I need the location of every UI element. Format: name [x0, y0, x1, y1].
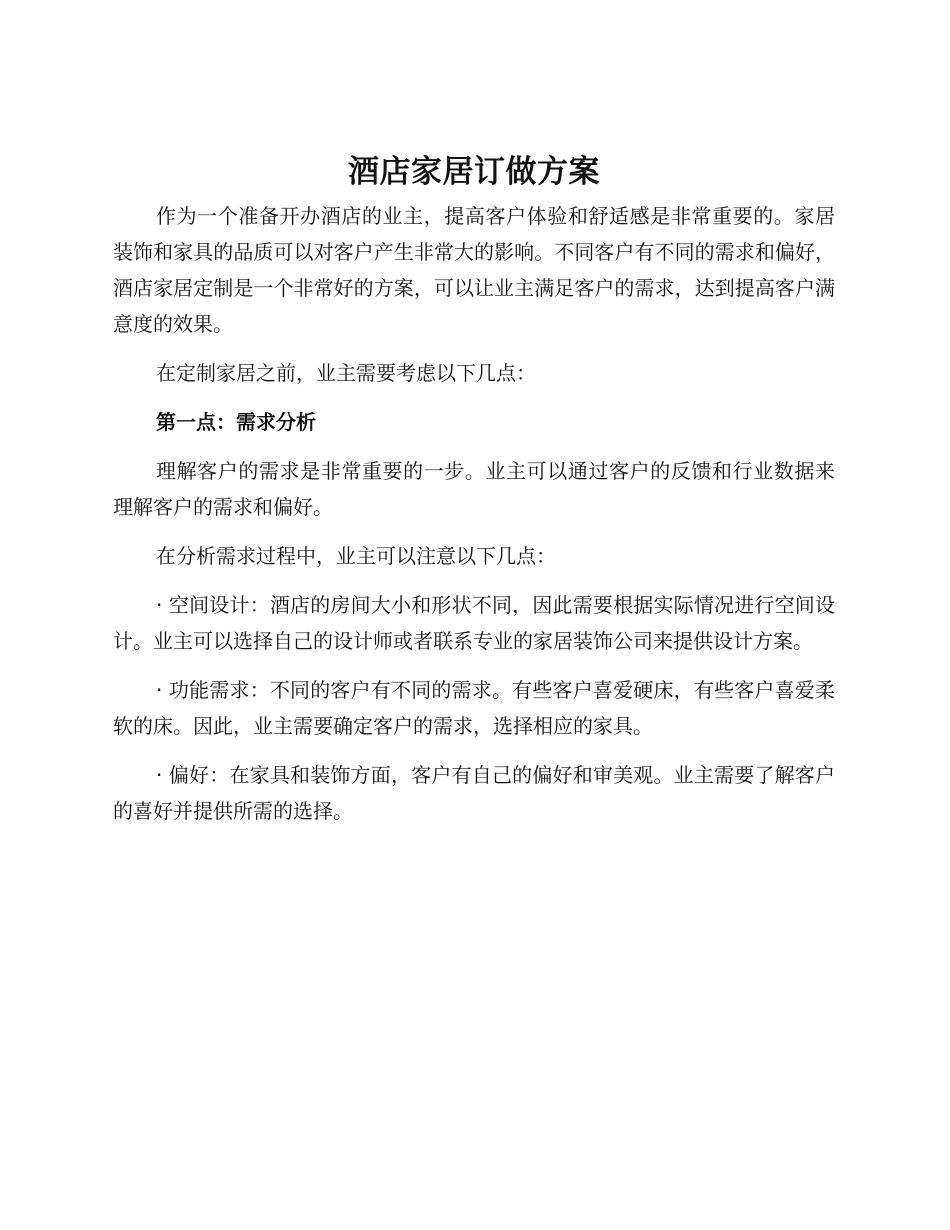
document-page	[113, 150, 835, 842]
bullet-function-needs: · 功能需求：不同的客户有不同的需求。有些客户喜爱硬床，有些客户喜爱柔软的床。因此，业主需要确定客户的需求，选择相应的家具。	[113, 678, 835, 738]
document-title: 酒店家居订做方案	[348, 154, 600, 190]
considerations-paragraph: 在定制家居之前，业主需要考虑以下几点：	[156, 361, 536, 385]
bullet-space-design: · 空间设计：酒店的房间大小和形状不同，因此需要根据实际情况进行空间设计。业主可以选择自己的设计师或者联系专业的家居装饰公司来提供设计方案。	[113, 593, 835, 653]
demand-analysis-paragraph: 理解客户的需求是非常重要的一步。业主可以通过客户的反馈和行业数据来理解客户的需求和偏好。	[113, 459, 835, 519]
intro-paragraph: 作为一个准备开办酒店的业主，提高客户体验和舒适感是非常重要的。家居装饰和家具的品质可以对客户产生非常大的影响。不同客户有不同的需求和偏好，酒店家居定制是一个非常好的方案，可以让业主满足客户的需求，达到提高客户满意度的效果。	[113, 204, 835, 336]
analysis-points-intro: 在分析需求过程中，业主可以注意以下几点：	[156, 544, 556, 568]
bullet-preferences: · 偏好：在家具和装饰方面，客户有自己的偏好和审美观。业主需要了解客户的喜好并提供所需的选择。	[113, 763, 835, 823]
section-heading-demand-analysis: 第一点：需求分析	[156, 410, 316, 434]
